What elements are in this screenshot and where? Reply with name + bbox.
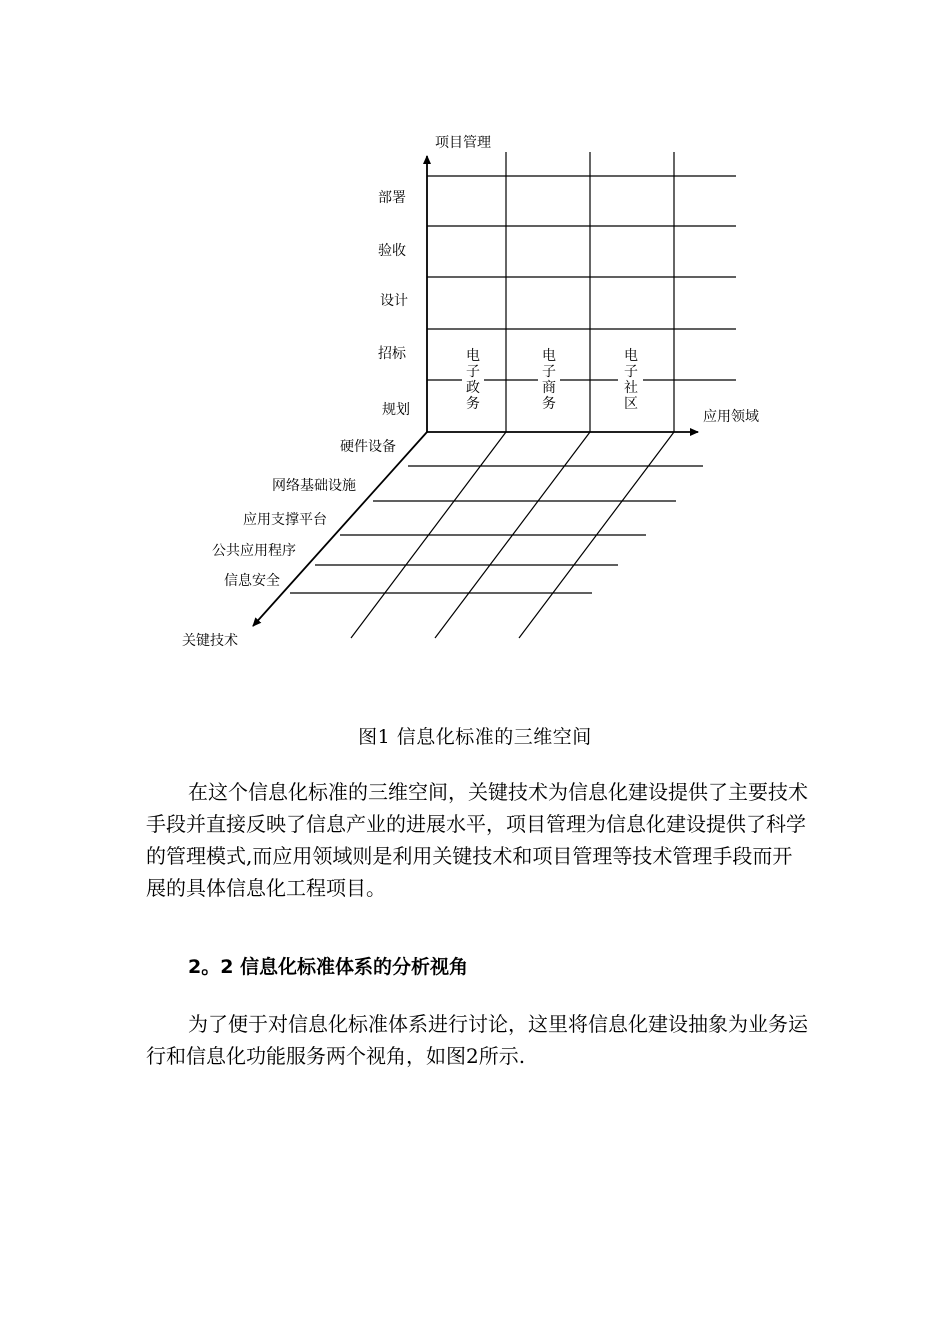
svg-text:政: 政 [466,380,480,396]
depth-label: 网络基础设施 [272,478,356,494]
depth-label: 应用支撑平台 [243,512,327,528]
domain-label-e-community [624,347,638,412]
section-heading: 2。2 信息化标准体系的分析视角 [188,956,469,978]
depth-label: 硬件设备 [340,439,396,455]
depth-label: 公共应用程序 [212,543,296,559]
svg-text:务: 务 [466,396,480,412]
vertical-label: 部署 [378,190,406,206]
vertical-label: 招标 [378,346,406,362]
svg-text:电: 电 [624,348,638,364]
svg-text:电: 电 [466,348,480,364]
horizontal-axis-title: 应用领域 [703,409,759,425]
vertical-label: 设计 [380,293,408,309]
depth-axis [253,432,427,626]
svg-text:子: 子 [466,364,480,380]
svg-text:商: 商 [542,380,556,396]
svg-text:子: 子 [542,364,556,380]
domain-label-e-commerce [542,347,556,412]
depth-label: 信息安全 [224,573,280,589]
svg-text:电: 电 [542,348,556,364]
svg-text:区: 区 [624,396,638,412]
svg-text:子: 子 [624,364,638,380]
svg-text:社: 社 [624,380,638,396]
depth-axis-title: 关键技术 [182,633,238,649]
floor-grid [290,432,703,638]
paragraph-2: 为了便于对信息化标准体系进行讨论，这里将信息化建设抽象为业务运行和信息化功能服务两个视角，如图2所示. [146,1012,808,1068]
figure-caption: 图1 信息化标准的三维空间 [358,726,592,748]
vertical-label: 规划 [382,402,410,418]
vertical-axis-title: 项目管理 [435,135,491,151]
paragraph-1: 在这个信息化标准的三维空间，关键技术为信息化建设提供了主要技术手段并直接反映了信息产业的进展水平，项目管理为信息化建设提供了科学的管理模式,而应用领域则是利用关键技术和项目管理等技术管理手段而开展的具体信息化工程项目。 [146,780,808,900]
svg-text:务: 务 [542,396,556,412]
domain-label-e-government [466,347,480,412]
vertical-label: 验收 [378,243,406,259]
